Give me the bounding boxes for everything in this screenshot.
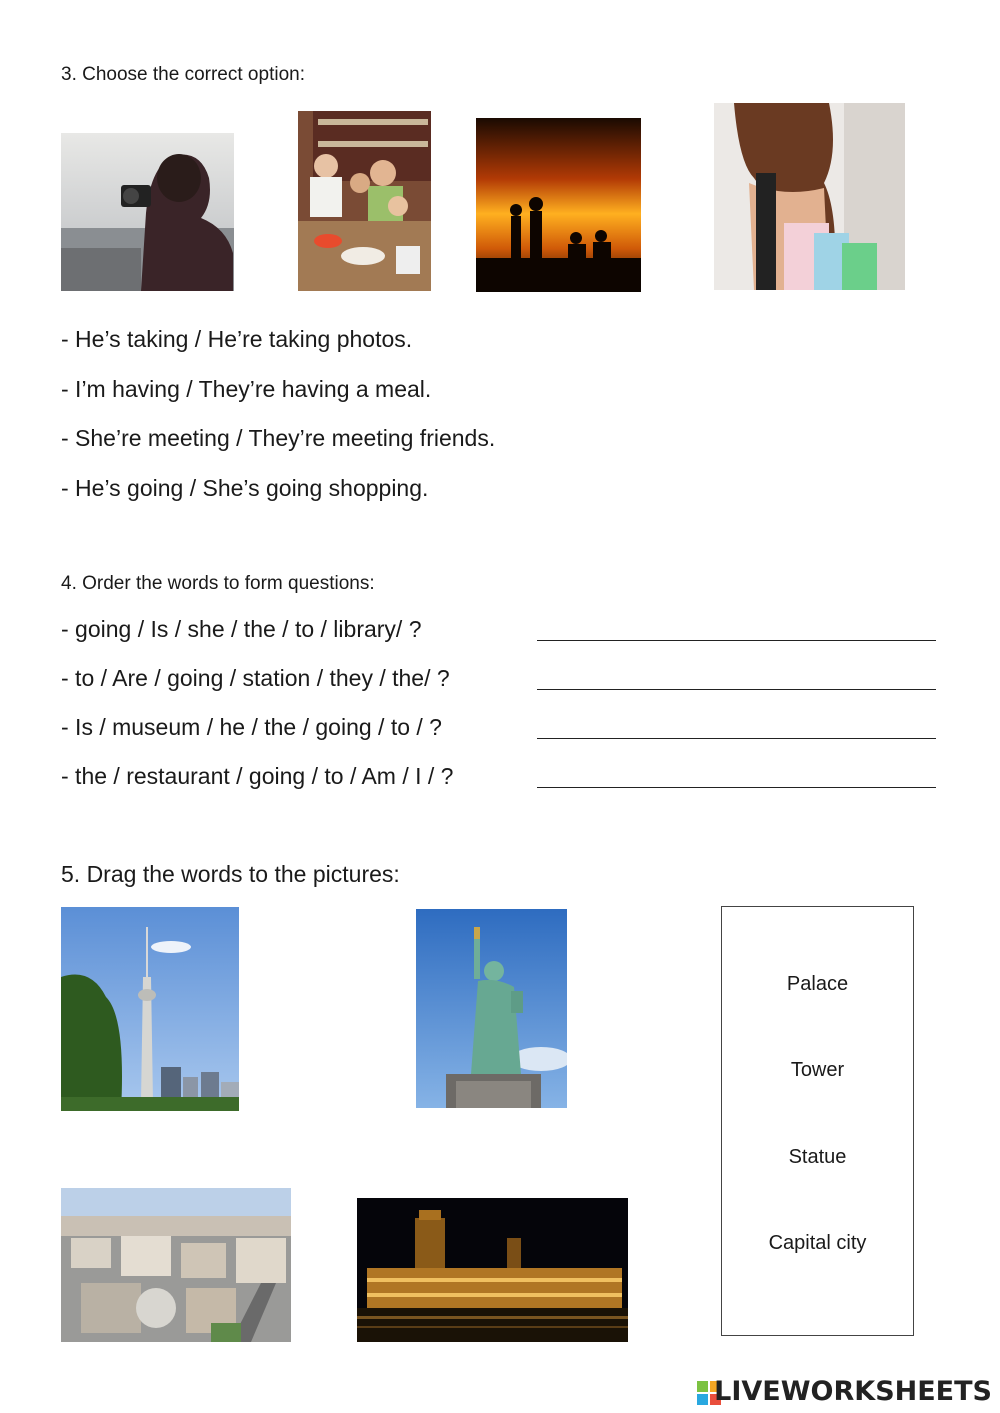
family-meal-icon [298,111,431,291]
section3-line-3: - She’re meeting / They’re meeting friends. [61,425,496,451]
answer-field-1[interactable] [537,640,936,641]
answer-field-2[interactable] [537,689,936,690]
cn-tower-icon[interactable] [61,907,239,1111]
section4-question-4: - the / restaurant / going / to / Am / I / ? [61,763,454,789]
brand-name: LIVEWORKSHEETS [714,1376,992,1407]
section4-question-3: - Is / museum / he / the / going / to / ? [61,714,442,740]
section4-question-1: - going / Is / she / the / to / library/ ? [61,616,422,642]
section5-heading: 5. Drag the words to the pictures: [61,861,400,887]
palace-night-icon[interactable] [357,1198,628,1342]
section3-heading: 3. Choose the correct option: [61,64,305,85]
section3-line-2: - I’m having / They’re having a meal. [61,376,432,402]
word-tower[interactable]: Tower [790,1059,845,1081]
word-capital-city[interactable]: Capital city [768,1232,867,1254]
word-palace[interactable]: Palace [786,973,849,995]
woman-shopping-icon [714,103,905,290]
section3-line-4: - He’s going / She’s going shopping. [61,475,429,501]
city-aerial-icon[interactable] [61,1188,291,1342]
sunset-friends-icon [476,118,641,292]
section4-question-2: - to / Are / going / station / they / the/ ? [61,665,450,691]
answer-field-4[interactable] [537,787,936,788]
statue-of-liberty-icon[interactable] [416,909,567,1108]
section4-heading: 4. Order the words to form questions: [61,573,375,594]
answer-field-3[interactable] [537,738,936,739]
word-bank [721,906,914,1336]
man-taking-photo-icon [61,133,234,291]
section3-line-1: - He’s taking / He’re taking photos. [61,326,413,352]
word-statue[interactable]: Statue [788,1146,847,1168]
